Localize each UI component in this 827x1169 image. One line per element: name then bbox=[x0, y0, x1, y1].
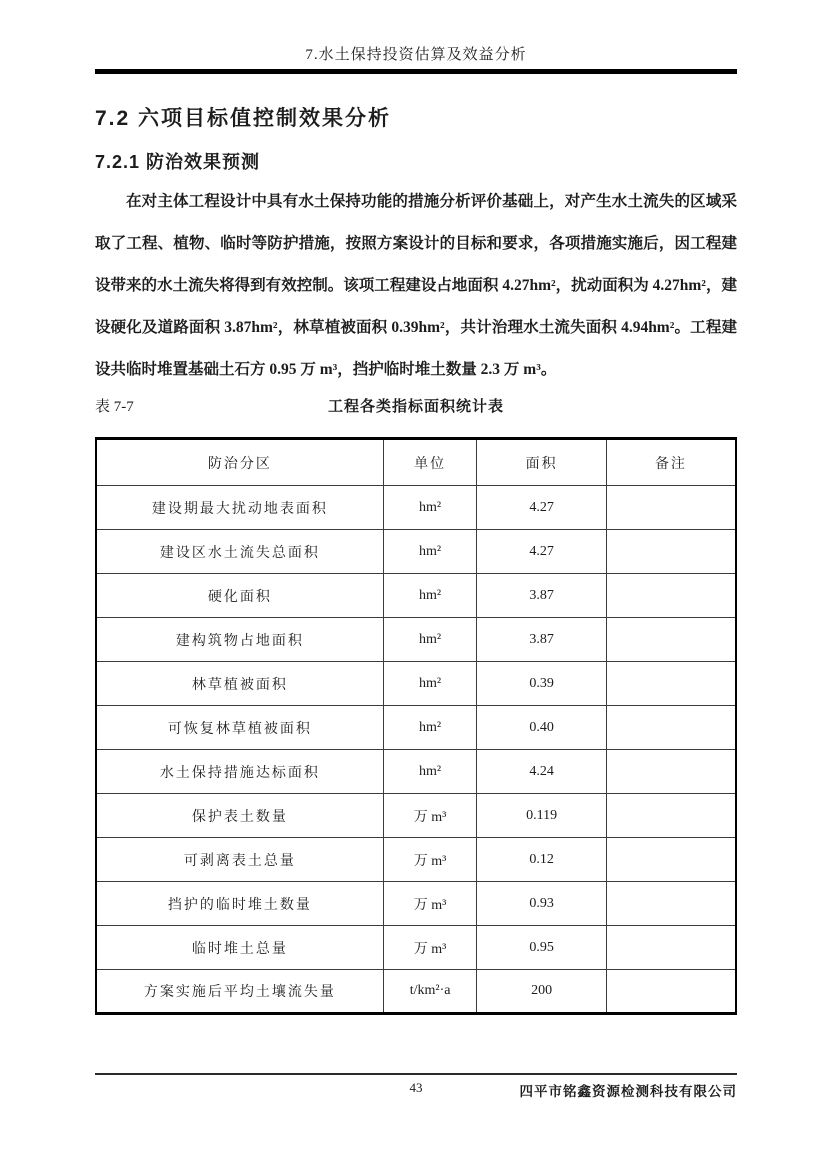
column-header-unit: 单位 bbox=[383, 439, 476, 486]
cell-note bbox=[606, 970, 736, 1014]
cell-name: 挡护的临时堆土数量 bbox=[96, 882, 383, 926]
footer-rule bbox=[95, 1073, 737, 1075]
cell-unit: 万 m³ bbox=[383, 794, 476, 838]
cell-note bbox=[606, 926, 736, 970]
cell-name: 方案实施后平均土壤流失量 bbox=[96, 970, 383, 1014]
cell-value: 0.40 bbox=[477, 706, 607, 750]
cell-value: 0.12 bbox=[477, 838, 607, 882]
cell-value: 4.24 bbox=[477, 750, 607, 794]
cell-unit: hm² bbox=[383, 486, 476, 530]
cell-note bbox=[606, 574, 736, 618]
column-header-zone: 防治分区 bbox=[96, 439, 383, 486]
table-row bbox=[96, 706, 736, 750]
cell-note bbox=[606, 750, 736, 794]
column-header-area: 面积 bbox=[477, 439, 607, 486]
page-header-title: 7.水土保持投资估算及效益分析 bbox=[305, 47, 527, 63]
table-row bbox=[96, 794, 736, 838]
cell-unit: hm² bbox=[383, 574, 476, 618]
cell-unit: hm² bbox=[383, 706, 476, 750]
table-row bbox=[96, 574, 736, 618]
cell-name: 建设区水土流失总面积 bbox=[96, 530, 383, 574]
section-heading-7-2: 7.2 六项目标值控制效果分析 bbox=[95, 107, 392, 130]
table-row bbox=[96, 486, 736, 530]
cell-value: 0.119 bbox=[477, 794, 607, 838]
table-row bbox=[96, 926, 736, 970]
table-caption bbox=[95, 396, 737, 418]
cell-note bbox=[606, 838, 736, 882]
table-row bbox=[96, 882, 736, 926]
table-header-row bbox=[96, 439, 736, 486]
cell-name: 可恢复林草植被面积 bbox=[96, 706, 383, 750]
cell-note bbox=[606, 486, 736, 530]
cell-name: 临时堆土总量 bbox=[96, 926, 383, 970]
statistics-table bbox=[95, 437, 737, 1015]
cell-name: 建设期最大扰动地表面积 bbox=[96, 486, 383, 530]
cell-note bbox=[606, 530, 736, 574]
cell-unit: 万 m³ bbox=[383, 926, 476, 970]
cell-name: 林草植被面积 bbox=[96, 662, 383, 706]
cell-note bbox=[606, 794, 736, 838]
cell-value: 200 bbox=[477, 970, 607, 1014]
column-header-note: 备注 bbox=[606, 439, 736, 486]
cell-value: 3.87 bbox=[477, 574, 607, 618]
table-row bbox=[96, 662, 736, 706]
table-row bbox=[96, 750, 736, 794]
page-number: 43 bbox=[409, 1080, 423, 1095]
footer-company-name: 四平市铭鑫资源检测科技有限公司 bbox=[519, 1084, 737, 1099]
cell-value: 0.39 bbox=[477, 662, 607, 706]
cell-unit: hm² bbox=[383, 750, 476, 794]
cell-note bbox=[606, 662, 736, 706]
cell-unit: hm² bbox=[383, 662, 476, 706]
body-paragraph: 在对主体工程设计中具有水土保持功能的措施分析评价基础上，对产生水土流失的区域采取了工程、植物、临时等防护措施，按照方案设计的目标和要求，各项措施实施后，因工程建设带来的水土流失将得到有效控制。该项工程建设占地面积 4.27hm²，扰动面积为 4.27hm²，建设硬化及道路面积 3.87hm²，林草植被面积 0.39hm²，共计治理水土流失面积 4.94hm²。工程建设共临时堆置基础土石方 0.95 万 m³，挡护临时堆土数量 2.3 万 m³。 bbox=[95, 193, 737, 378]
cell-name: 水土保持措施达标面积 bbox=[96, 750, 383, 794]
subsection-heading-7-2-1: 7.2.1 防治效果预测 bbox=[95, 152, 261, 172]
cell-value: 4.27 bbox=[477, 530, 607, 574]
table-row bbox=[96, 530, 736, 574]
cell-name: 硬化面积 bbox=[96, 574, 383, 618]
header-double-rule bbox=[95, 69, 737, 74]
cell-name: 保护表土数量 bbox=[96, 794, 383, 838]
table-row bbox=[96, 838, 736, 882]
table-row bbox=[96, 618, 736, 662]
cell-note bbox=[606, 706, 736, 750]
cell-unit: t/km²·a bbox=[383, 970, 476, 1014]
table-caption-label: 表 7-7 bbox=[95, 399, 134, 415]
cell-unit: hm² bbox=[383, 530, 476, 574]
table-row bbox=[96, 970, 736, 1014]
cell-note bbox=[606, 882, 736, 926]
cell-value: 0.93 bbox=[477, 882, 607, 926]
cell-unit: hm² bbox=[383, 618, 476, 662]
document-page bbox=[95, 0, 737, 1015]
cell-unit: 万 m³ bbox=[383, 882, 476, 926]
cell-name: 可剥离表土总量 bbox=[96, 838, 383, 882]
cell-value: 0.95 bbox=[477, 926, 607, 970]
cell-unit: 万 m³ bbox=[383, 838, 476, 882]
cell-value: 3.87 bbox=[477, 618, 607, 662]
cell-value: 4.27 bbox=[477, 486, 607, 530]
table-caption-title: 工程各类指标面积统计表 bbox=[327, 399, 504, 415]
cell-name: 建构筑物占地面积 bbox=[96, 618, 383, 662]
cell-note bbox=[606, 618, 736, 662]
